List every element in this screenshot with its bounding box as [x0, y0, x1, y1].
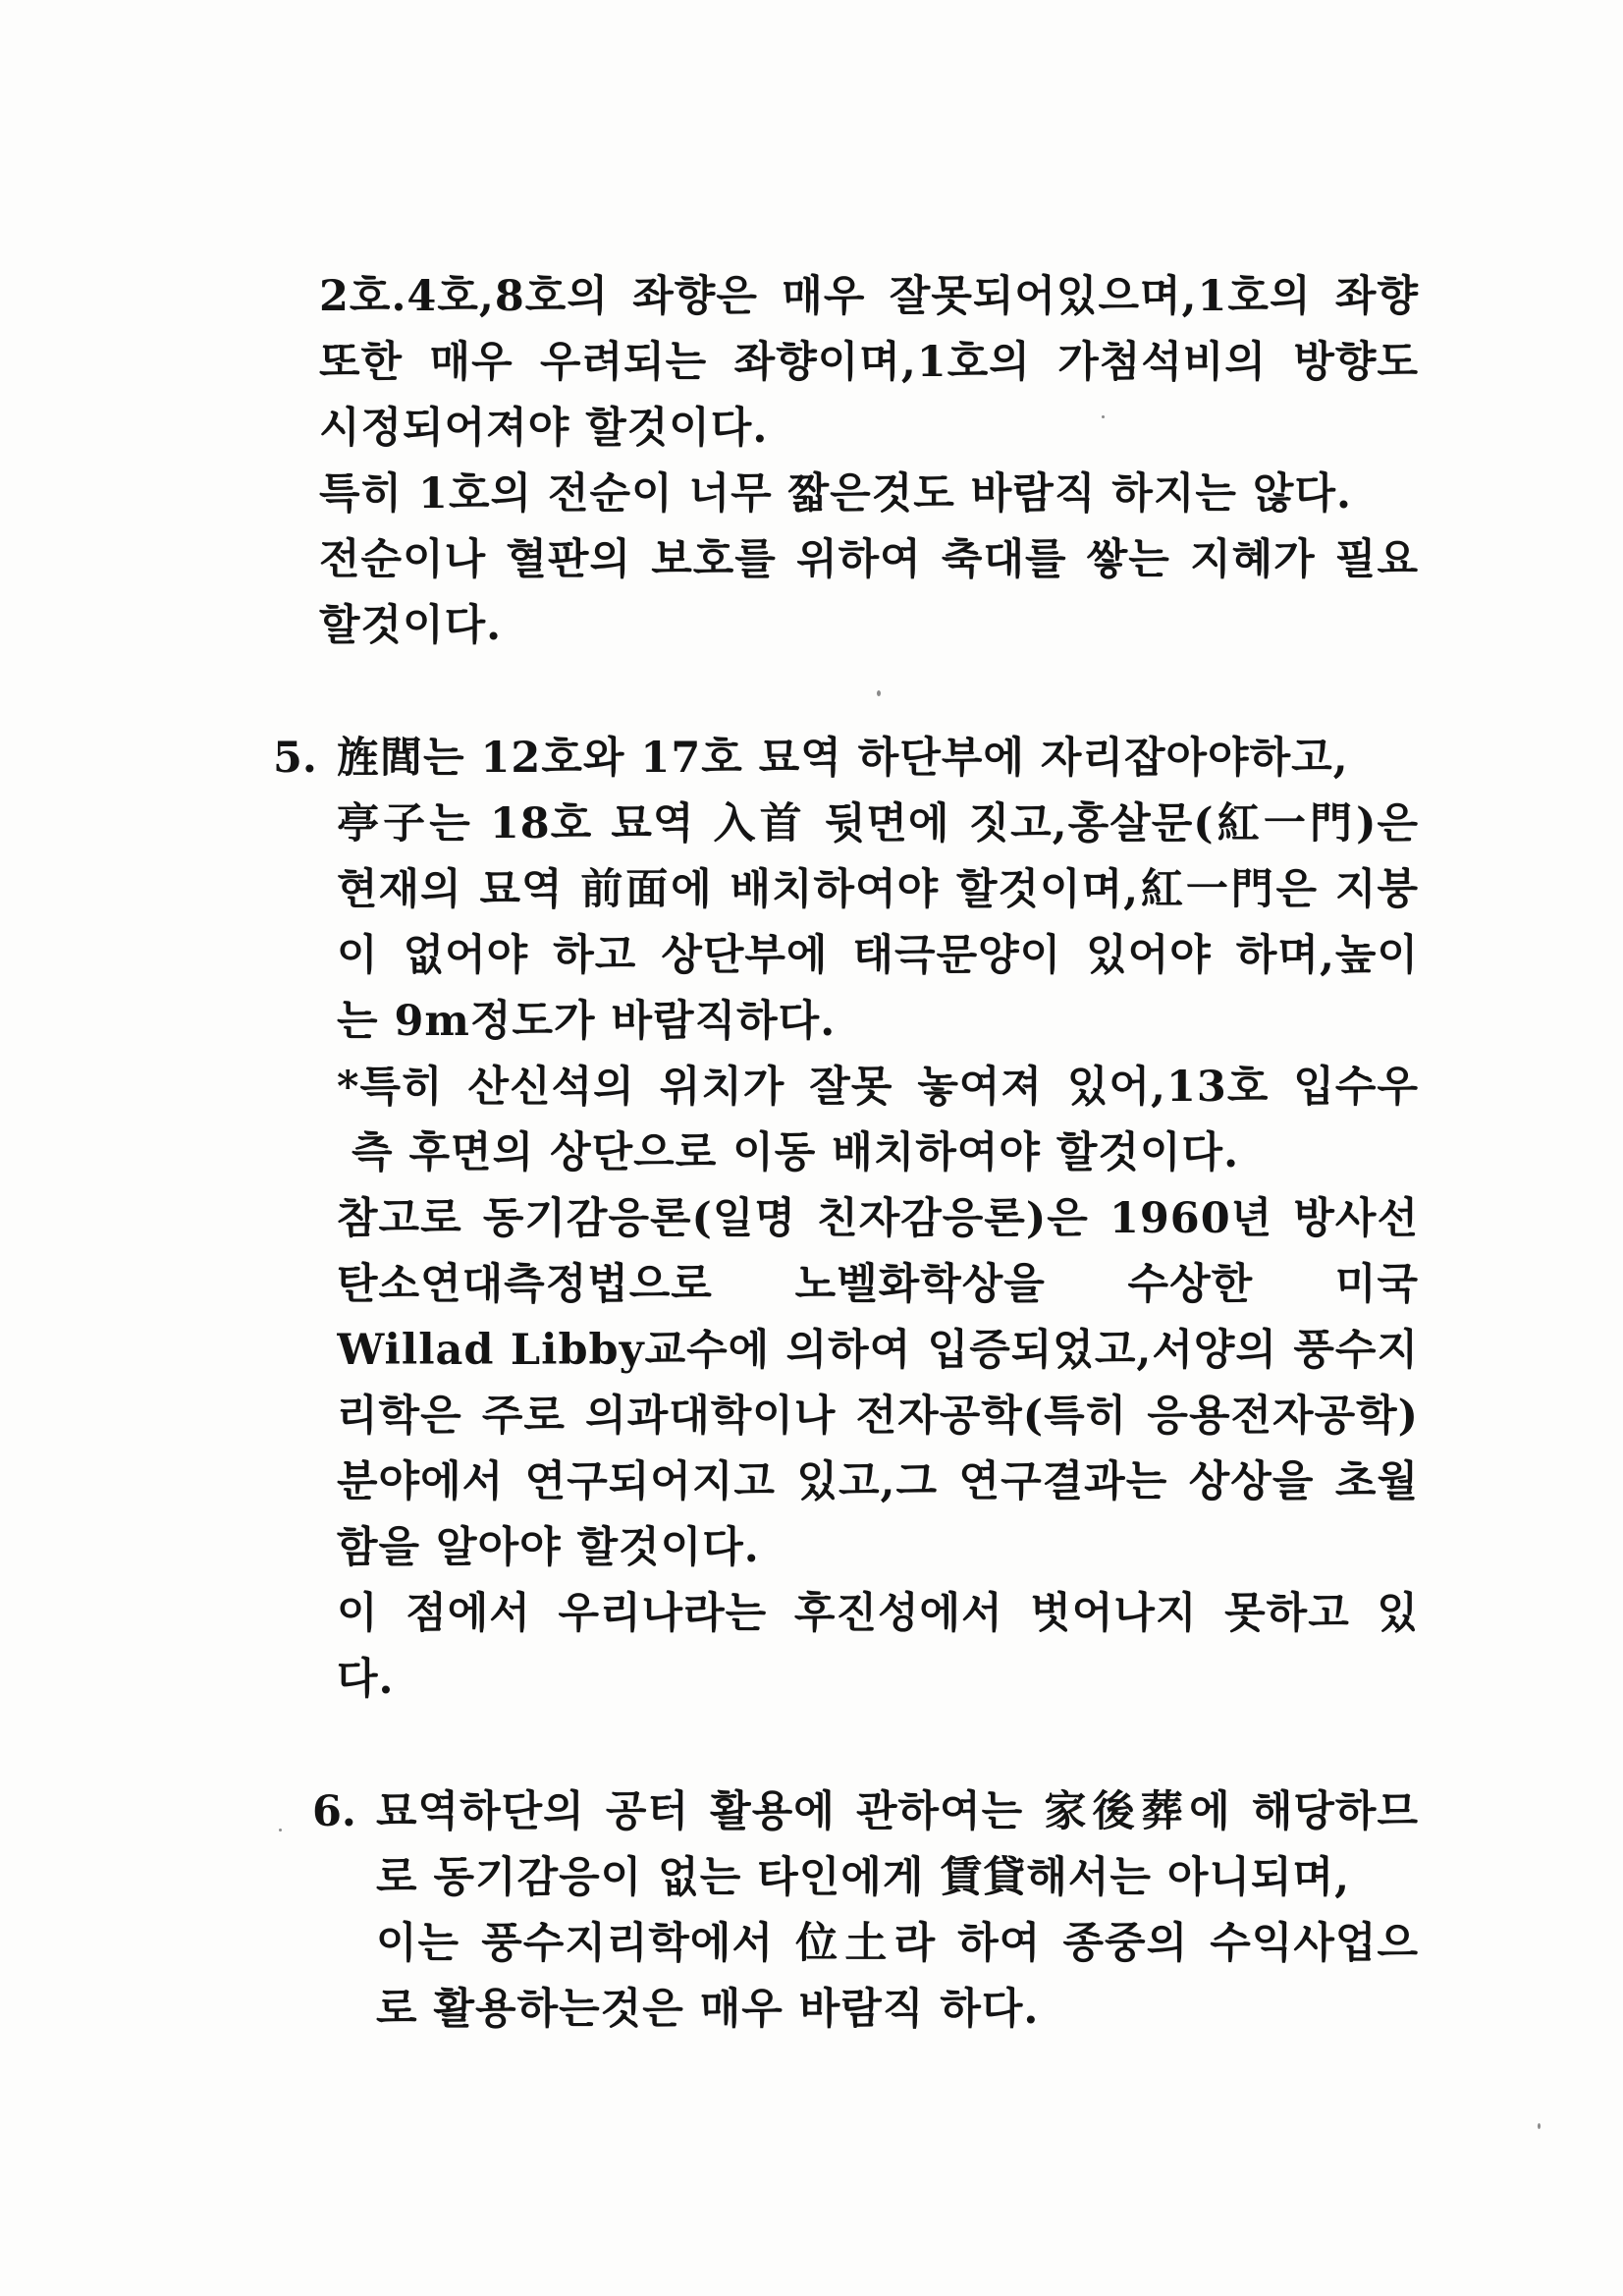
item5-line-8: 참고로 동기감응론(일명 친자감응론)은 1960년 방사선 [337, 1194, 1419, 1243]
scan-speck [1538, 2123, 1541, 2129]
intro-line-4: 특히 1호의 전순이 너무 짧은것도 바람직 하지는 않다. [319, 469, 1352, 519]
item6-line-3: 이는 풍수지리학에서 位土라 하여 종중의 수익사업으 [376, 1919, 1419, 1968]
item5-line-14: 이 점에서 우리나라는 후진성에서 벗어나지 못하고 있 [337, 1589, 1419, 1638]
intro-line-3: 시정되어져야 할것이다. [319, 404, 769, 453]
item5-line-15: 다. [337, 1655, 395, 1704]
intro-line-6: 할것이다. [319, 601, 503, 650]
item5-line-13: 함을 알아야 할것이다. [337, 1523, 760, 1572]
item5-line-1: 旌閭는 12호와 17호 묘역 하단부에 자리잡아야하고, [337, 734, 1349, 783]
item6-line-1: 묘역하단의 공터 활용에 관하여는 家後葬에 해당하므 [376, 1787, 1419, 1836]
item5-line-4: 이 없어야 하고 상단부에 태극문양이 있어야 하며,높이 [337, 931, 1419, 980]
item5-line-11: 리학은 주로 의과대학이나 전자공학(특히 응용전자공학) [337, 1392, 1419, 1441]
scan-speck [1102, 415, 1105, 418]
item6-line-4: 로 활용하는것은 매우 바람직 하다. [376, 1985, 1040, 2034]
intro-line-1: 2호.4호,8호의 좌향은 매우 잘못되어있으며,1호의 좌향 [319, 272, 1419, 321]
scan-speck [877, 690, 881, 696]
intro-line-5: 전순이나 혈판의 보호를 위하여 축대를 쌓는 지혜가 필요 [319, 535, 1419, 584]
item5-line-10: Willad Libby교수에 의하여 입증되었고,서양의 풍수지 [337, 1326, 1419, 1375]
item5-line-9: 탄소연대측정법으로 노벨화학상을 수상한 미국 [337, 1260, 1419, 1309]
item5-number: 5. [273, 734, 317, 783]
item6-number: 6. [312, 1787, 356, 1836]
scan-speck [279, 1829, 282, 1831]
item6-line-2: 로 동기감응이 없는 타인에게 賃貸해서는 아니되며, [376, 1853, 1351, 1902]
item5-line-6: *특히 산신석의 위치가 잘못 놓여져 있어,13호 입수우 [337, 1063, 1419, 1112]
intro-line-2: 또한 매우 우려되는 좌향이며,1호의 가첨석비의 방향도 [319, 338, 1419, 387]
item5-line-7: 측 후면의 상단으로 이동 배치하여야 할것이다. [352, 1128, 1240, 1177]
item5-line-2: 亭子는 18호 묘역 入首 뒷면에 짓고,홍살문(紅一門)은 [337, 799, 1419, 848]
item5-line-5: 는 9m정도가 바람직하다. [337, 997, 837, 1046]
item5-line-12: 분야에서 연구되어지고 있고,그 연구결과는 상상을 초월 [337, 1457, 1419, 1506]
item5-line-3: 현재의 묘역 前面에 배치하여야 할것이며,紅一門은 지붕 [337, 865, 1419, 914]
